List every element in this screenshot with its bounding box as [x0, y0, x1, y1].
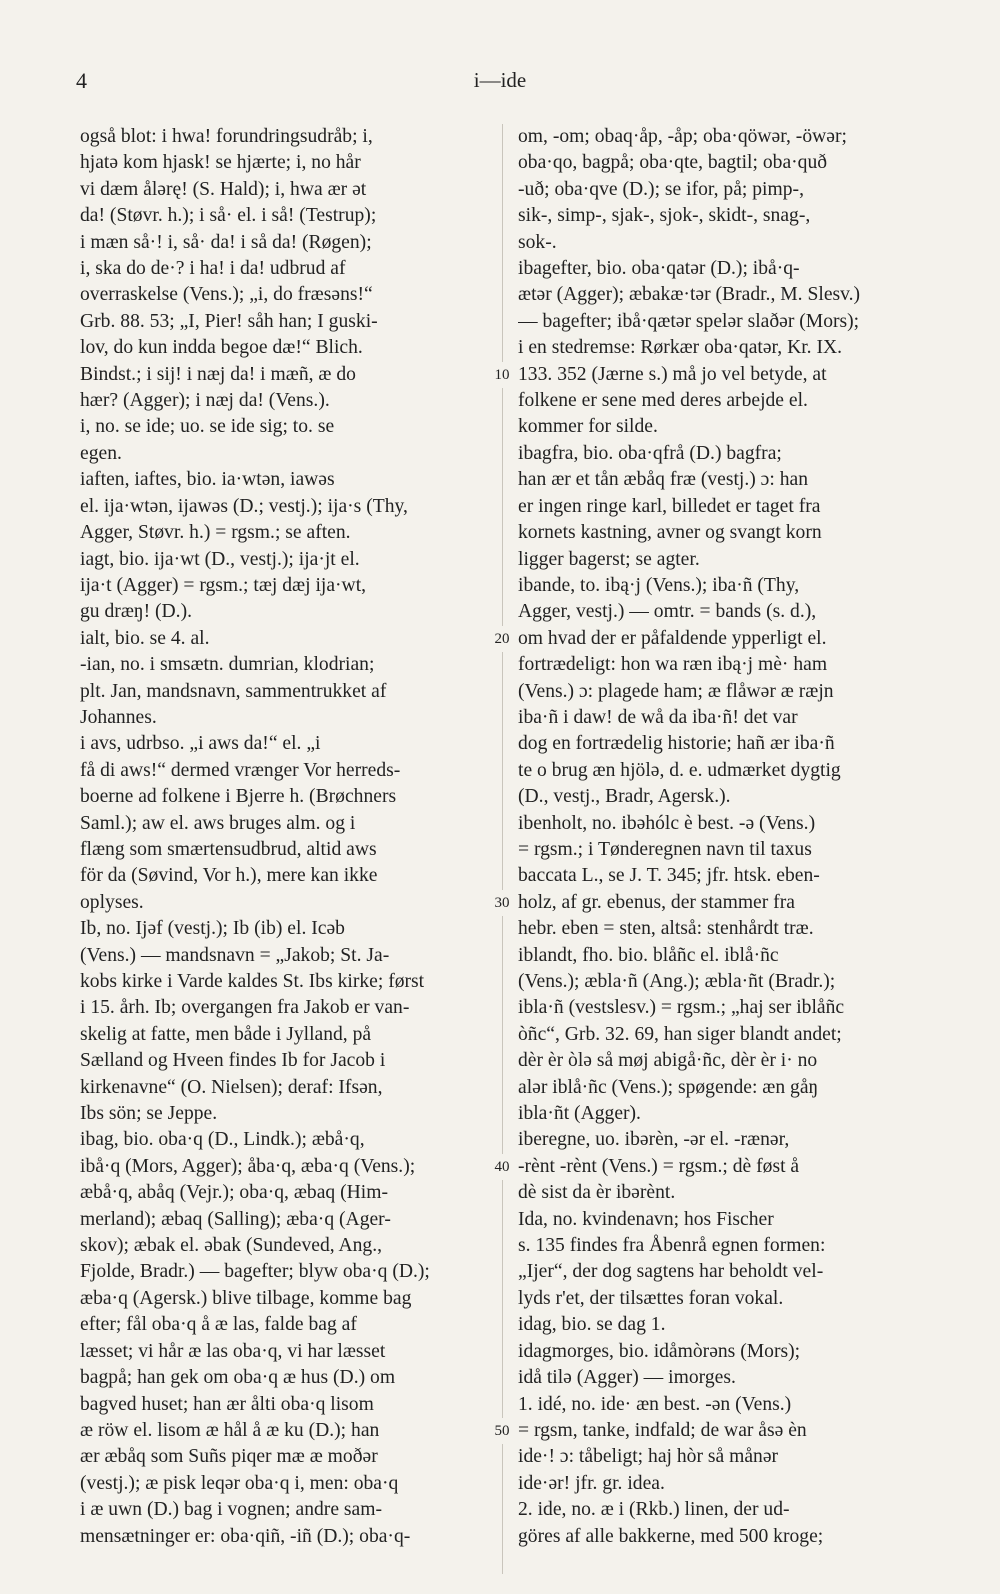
text-line: idå tilə (Agger) — imorges.	[518, 1367, 736, 1389]
text-line: el. ija·wtən, ijawəs (D.; vestj.); ija·s (Thy,	[80, 495, 408, 517]
text-line: boerne ad folkene i Bjerre h. (Brøchners	[80, 786, 397, 808]
text-line: ibagfra, bio. oba·qfrå (D.) bagfra;	[518, 442, 782, 464]
text-line: fortrædeligt: hon wa ræn ibą·j mè· ham	[518, 654, 828, 676]
text-line: ibande, to. ibą·j (Vens.); iba·ñ (Thy,	[518, 574, 800, 596]
text-line: i avs, udrbso. „i aws da!“ el. „i	[80, 733, 321, 755]
text-line: alər iblå·ñc (Vens.); spøgende: æn gåŋ	[518, 1076, 819, 1098]
text-line: iberegne, uo. ibərèn, -ər el. -rænər,	[518, 1129, 790, 1151]
right-column	[518, 124, 934, 1550]
text-line: Ida, no. kvindenavn; hos Fischer	[518, 1208, 774, 1230]
page-number: 4	[76, 68, 87, 93]
text-line: æ röw el. lisom æ hål å æ ku (D.); han	[80, 1419, 380, 1441]
text-line: vi dæm ålərę! (S. Hald); i, hwa ær ət	[80, 178, 367, 200]
text-line: 1. idé, no. ide· æn best. -ən (Vens.)	[518, 1393, 792, 1415]
text-line: (Vens.) — mandsnavn = „Jakob; St. Ja-	[80, 944, 390, 966]
margin-line-number: 30	[486, 890, 518, 916]
text-line: om hvad der er påfaldende ypperligt el.	[518, 627, 827, 649]
text-line: Bindst.; i sij! i næj da! i mæñ, æ do	[80, 363, 356, 385]
text-line: merland); æbaq (Salling); æba·q (Ager-	[80, 1208, 391, 1230]
text-line: Ibs sön; se Jeppe.	[80, 1103, 218, 1125]
text-line: ær æbåq som Suñs piqer mæ æ moðər	[80, 1446, 378, 1468]
text-line: 133. 352 (Jærne s.) må jo vel betyde, at	[518, 363, 827, 385]
text-line: da! (Støvr. h.); i så· el. i så! (Testrup);	[80, 205, 377, 227]
text-line: sik-, simp-, sjak-, sjok-, skidt-, snag-,	[518, 205, 811, 227]
margin-line-number: 20	[486, 626, 518, 652]
text-line: i mæn så·! i, så· da! i så da! (Røgen);	[80, 231, 372, 253]
text-line: = rgsm, tanke, indfald; de war åsə èn	[518, 1419, 807, 1441]
text-line: Saml.); aw el. aws bruges alm. og i	[80, 812, 356, 834]
text-line: efter; fål oba·q å æ las, falde bag af	[80, 1314, 357, 1336]
text-line: Fjolde, Bradr.) — bagefter; blyw oba·q (D.);	[80, 1261, 430, 1283]
text-line: Agger, vestj.) — omtr. = bands (s. d.),	[518, 601, 817, 623]
text-line: -ian, no. i smsætn. dumrian, klodrian;	[80, 654, 375, 676]
text-line: s. 135 findes fra Åbenrå egnen formen:	[518, 1235, 826, 1257]
text-line: lov, do kun indda begoe dæ!“ Blich.	[80, 337, 363, 359]
text-line: hær? (Agger); i næj da! (Vens.).	[80, 390, 330, 412]
text-line: er ingen ringe karl, billedet er taget fra	[518, 495, 821, 517]
text-line: dèr èr òlə så møj abigå·ñc, dèr èr i· no	[518, 1050, 818, 1072]
text-line: hebr. eben = sten, altså: stenhårdt træ.	[518, 918, 814, 940]
text-line: også blot: i hwa! forundringsudråb; i,	[80, 126, 373, 147]
text-line: iagt, bio. ija·wt (D., vestj.); ija·jt el.	[80, 548, 360, 570]
text-line: ialt, bio. se 4. al.	[80, 627, 210, 649]
text-line: ibenholt, no. ibəhólc è best. -ə (Vens.)	[518, 812, 816, 834]
margin-line-number: 10	[486, 362, 518, 388]
text-line: -uð; oba·qve (D.); se ifor, på; pimp-,	[518, 178, 804, 200]
text-line: oplyses.	[80, 891, 144, 913]
text-line: ibla·ñt (Agger).	[518, 1103, 641, 1125]
text-line: ibag, bio. oba·q (D., Lindk.); æbå·q,	[80, 1129, 365, 1151]
text-line: Ib, no. Ijəf (vestj.); Ib (ib) el. Icəb	[80, 918, 345, 940]
text-line: kirkenavne“ (O. Nielsen); deraf: Ifsən,	[80, 1076, 383, 1098]
text-line: kobs kirke i Varde kaldes St. Ibs kirke; først	[80, 971, 425, 992]
text-line: bagpå; han gek om oba·q æ hus (D.) om	[80, 1367, 396, 1389]
text-line: i, no. se ide; uo. se ide sig; to. se	[80, 416, 335, 438]
left-column	[80, 124, 496, 1550]
text-line: mensætninger er: oba·qiñ, -iñ (D.); oba·q-	[80, 1525, 411, 1547]
text-line: -rènt -rènt (Vens.) = rgsm.; dè føst å	[518, 1155, 800, 1177]
text-line: skov); æbak el. əbak (Sundeved, Ang.,	[80, 1235, 383, 1257]
text-line: Sælland og Hveen findes Ib for Jacob i	[80, 1050, 386, 1072]
text-line: iaften, iaftes, bio. ia·wtən, iawəs	[80, 469, 335, 491]
text-line: dè sist da èr ibərènt.	[518, 1182, 676, 1204]
text-line: få di aws!“ dermed vrænger Vor herreds-	[80, 759, 401, 781]
text-line: om, -om; obaq·åp, -åp; oba·qöwər, -öwər;	[518, 126, 847, 147]
text-line: kommer for silde.	[518, 416, 658, 438]
text-line: idag, bio. se dag 1.	[518, 1314, 666, 1336]
text-line: egen.	[80, 442, 122, 464]
text-line: för da (Søvind, Vor h.), mere kan ikke	[80, 865, 378, 887]
text-line: „Ijer“, der dog sagtens har beholdt vel-	[518, 1261, 824, 1283]
text-line: (Vens.); æbla·ñ (Ang.); æbla·ñt (Bradr.);	[518, 971, 836, 992]
text-line: ide·! ɔ: tåbeligt; haj hòr så månər	[518, 1446, 779, 1468]
text-line: 2. ide, no. æ i (Rkb.) linen, der ud-	[518, 1499, 790, 1521]
text-line: læsset; vi hår æ las oba·q, vi har læsset	[80, 1340, 386, 1362]
text-line: ibagefter, bio. oba·qatər (D.); ibå·q-	[518, 258, 800, 280]
text-line: gu dræŋ! (D.).	[80, 601, 192, 623]
text-line: ija·t (Agger) = rgsm.; tæj dæj ija·wt,	[80, 574, 367, 596]
text-line: æba·q (Agersk.) blive tilbage, komme bag	[80, 1287, 412, 1309]
text-line: i en stedremse: Rørkær oba·qatər, Kr. IX.	[518, 337, 843, 359]
text-line: göres af alle bakkerne, med 500 kroge;	[518, 1525, 824, 1547]
text-line: flæng som smærtensudbrud, altid aws	[80, 838, 377, 860]
text-line: (vestj.); æ pisk leqər oba·q i, men: oba·q	[80, 1472, 399, 1494]
text-line: Grb. 88. 53; „I, Pier! såh han; I guski-	[80, 310, 378, 332]
text-line: lyds r'et, der tilsættes foran vokal.	[518, 1287, 784, 1309]
text-line: kornets kastning, avner og svangt korn	[518, 522, 822, 544]
text-line: iblandt, fho. bio. blåñc el. iblå·ñc	[518, 944, 779, 966]
text-line: (D., vestj., Bradr, Agersk.).	[518, 786, 731, 808]
text-line: i æ uwn (D.) bag i vognen; andre sam-	[80, 1499, 383, 1521]
text-line: Agger, Støvr. h.) = rgsm.; se aften.	[80, 522, 351, 544]
text-line: oba·qo, bagpå; oba·qte, bagtil; oba·quð	[518, 152, 828, 174]
text-line: (Vens.) ɔ: plagede ham; æ flåwər æ ræjn	[518, 680, 834, 702]
text-line: skelig at fatte, men både i Jylland, på	[80, 1023, 372, 1045]
text-line: plt. Jan, mandsnavn, sammentrukket af	[80, 680, 387, 702]
text-line: folkene er sene med deres arbejde el.	[518, 390, 808, 412]
text-line: iba·ñ i daw! de wå da iba·ñ! det var	[518, 706, 798, 728]
text-line: baccata L., se J. T. 345; jfr. htsk. eben-	[518, 865, 820, 887]
text-line: holz, af gr. ebenus, der stammer fra	[518, 891, 795, 913]
margin-line-number: 40	[486, 1154, 518, 1180]
text-line: ætər (Agger); æbakæ·tər (Bradr., M. Slesv.)	[518, 284, 861, 306]
column-divider	[502, 124, 503, 1574]
text-line: idagmorges, bio. idåmòrəns (Mors);	[518, 1340, 801, 1362]
text-line: overraskelse (Vens.); „i, do fræsəns!“	[80, 284, 373, 306]
text-line: ide·ər! jfr. gr. idea.	[518, 1472, 665, 1494]
text-line: ibla·ñ (vestslesv.) = rgsm.; „haj ser iblåñc	[518, 997, 845, 1019]
text-line: ibå·q (Mors, Agger); åba·q, æba·q (Vens.);	[80, 1155, 416, 1177]
text-line: ligger bagerst; se agter.	[518, 548, 700, 570]
text-line: — bagefter; ibå·qætər spelər slaðər (Mors);	[518, 310, 860, 332]
text-line: i 15. årh. Ib; overgangen fra Jakob er van-	[80, 997, 410, 1019]
text-line: = rgsm.; i Tønderegnen navn til taxus	[518, 838, 812, 860]
margin-line-number: 50	[486, 1418, 518, 1444]
text-line: han ær et tån æbåq fræ (vestj.) ɔ: han	[518, 469, 809, 491]
text-line: dog en fortrædelig historie; hañ ær iba·ñ	[518, 733, 835, 755]
text-line: Johannes.	[80, 706, 157, 728]
text-line: i, ska do de·? i ha! i da! udbrud af	[80, 258, 346, 280]
running-head: i—ide	[473, 68, 527, 92]
text-line: bagved huset; han ær ålti oba·q lisom	[80, 1393, 374, 1415]
text-line: te o brug æn hjölə, d. e. udmærket dygtig	[518, 759, 841, 781]
text-line: æbå·q, abåq (Vejr.); oba·q, æbaq (Him-	[80, 1182, 388, 1204]
text-line: hjatə kom hjask! se hjærte; i, no hår	[80, 152, 361, 174]
text-line: òñc“, Grb. 32. 69, han siger blandt andet;	[518, 1023, 842, 1045]
text-line: sok-.	[518, 231, 557, 253]
